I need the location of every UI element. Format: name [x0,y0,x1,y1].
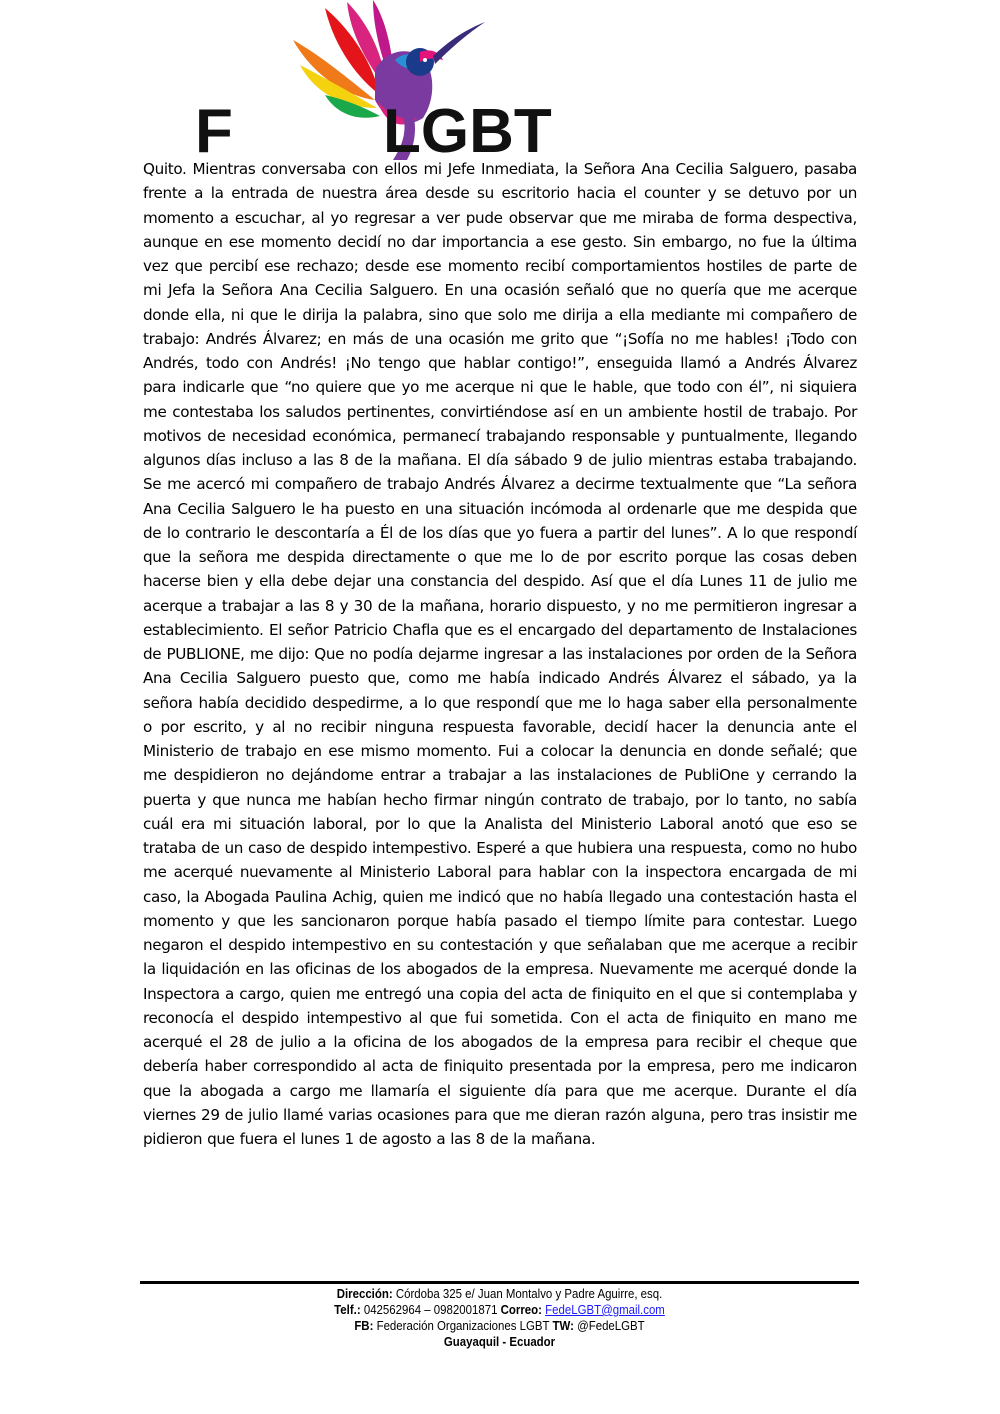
svg-text:F: F [195,97,233,166]
footer-location [183,1334,816,1350]
fb-value: Federación Organizaciones LGBT [376,1318,550,1333]
tw-label: TW: [552,1318,574,1333]
address-value: Córdoba 325 e/ Juan Montalvo y Padre Aguirre, esq. [395,1286,663,1301]
address-label: Dirección: [336,1286,393,1301]
footer-divider [140,1281,859,1284]
fb-label: FB: [354,1318,374,1333]
location-text: Guayaquil - Ecuador [443,1334,556,1349]
footer-contact [183,1302,816,1318]
phone-label: Telf.: [334,1302,361,1317]
phone-value: 042562964 – 0982001871 [363,1302,498,1317]
footer [183,1286,816,1350]
tw-value: @FedeLGBT [577,1318,645,1333]
hummingbird-logo [195,0,605,166]
email-label: Correo: [500,1302,542,1317]
logo-text: LGBT [383,97,552,166]
hummingbird-logo-icon [195,0,605,166]
email-link[interactable]: FedeLGBT@gmail.com [545,1302,665,1317]
footer-social [183,1318,816,1334]
footer-address [183,1286,816,1302]
body-paragraph: Quito. Mientras conversaba con ellos mi Jefe Inmediata, la Señora Ana Cecilia Salguero, pasaba frente a la entrada de nuestra área desde su escritorio hacia el counter y se detuvo por un momento a escuchar, al yo regresar a ver pude observar que me miraba de forma despectiva, aunque en ese momento decidí no dar importancia a ese gesto. Sin embargo, no fue la última vez que percibí ese rechazo; desde ese momento recibí comportamientos hostiles de parte de mi Jefa la Señora Ana Cecilia Salguero. En una ocasión señaló que no quería que me acerque donde ella, ni que le dirija la palabra, sino que solo me dirija a ella mediante mi compañero de trabajo: Andrés Álvarez; en más de una ocasión me grito que “¡Sofía no me hables! ¡Todo con Andrés, todo con Andrés! ¡No tengo que hablar contigo!”, enseguida llamó a Andrés Álvarez para indicarle que “no quiere que yo me acerque ni que le hable, que todo con él”, ni siquiera me contestaba los saludos pertinentes, convirtiéndose así en un ambiente hostil de trabajo. Por motivos de necesidad económica, permanecí trabajando responsable y puntualmente, llegando algunos días incluso a las 8 de la mañana. El día sábado 9 de julio mientras estaba trabajando. Se me acercó mi compañero de trabajo Andrés Álvarez a decirme textualmente que “La señora Ana Cecilia Salguero le ha puesto en una situación incómoda al ordenarle que me despida que de lo contrario le descontaría a Él de los días que yo fuera a partir del lunes”. A lo que respondí que la señora me despida directamente o que me lo de por escrito porque las cosas deben hacerse bien y ella debe dejar una constancia del despido. Así que el día Lunes 11 de julio me acerque a trabajar a las 8 y 30 de la mañana, horario dispuesto, y no me permitieron ingresar a establecimiento. El señor Patricio Chafla que es el encargado del departamento de Instalaciones de PUBLIONE, me dijo: Que no podía dejarme ingresar a las instalaciones por orden de la Señora Ana Cecilia Salguero puesto que, como me había indicado Andrés Álvarez el sábado, ya la señora había decidido despedirme, a lo que respondí que me lo haga saber ella personalmente o por escrito, y al no recibir ninguna respuesta favorable, decidí hacer la denuncia ante el Ministerio de trabajo en ese mismo momento. Fui a colocar la denuncia en donde señalé; que me despidieron no dejándome entrar a trabajar a las instalaciones de PubliOne y cerrando la puerta y que nunca me habían hecho firmar ningún contrato de trabajo, por lo tanto, no sabía cuál era mi situación laboral, por lo que la Analista del Ministerio Laboral anotó que eso se trataba de un caso de despido intempestivo. Esperé a que hubiera una respuesta, como no hubo me acerqué nuevamente al Ministerio Laboral para hablar con la inspectora encargada de mi caso, la Abogada Paulina Achig, quien me indicó que no había llegado una contestación hasta el momento y que les sancionaron porque había pasado el tiempo límite para contestar. Luego negaron el despido intempestivo en su contestación y que señalaban que me acerque a recibir la liquidación en las oficinas de los abogados de la empresa. Nuevamente me acerqué donde la Inspectora a cargo, quien me entregó una copia del acta de finiquito en el que si contemplaba y reconocía el despido intempestivo al que fui sometida. Con el acta de finiquito en mano me acerqué el 28 de julio a la oficina de los abogados de la empresa para recibir el cheque que debería haber correspondido al acta de finiquito presentada por la empresa, pero me indicaron que la abogada a cargo me llamaría el siguiente día para que me acerque. Durante el día viernes 29 de julio llamé varias ocasiones para que me dieran razón alguna, pero tras insistir me pidieron que fuera el lunes 1 de agosto a las 8 de la mañana. [143,160,857,1148]
